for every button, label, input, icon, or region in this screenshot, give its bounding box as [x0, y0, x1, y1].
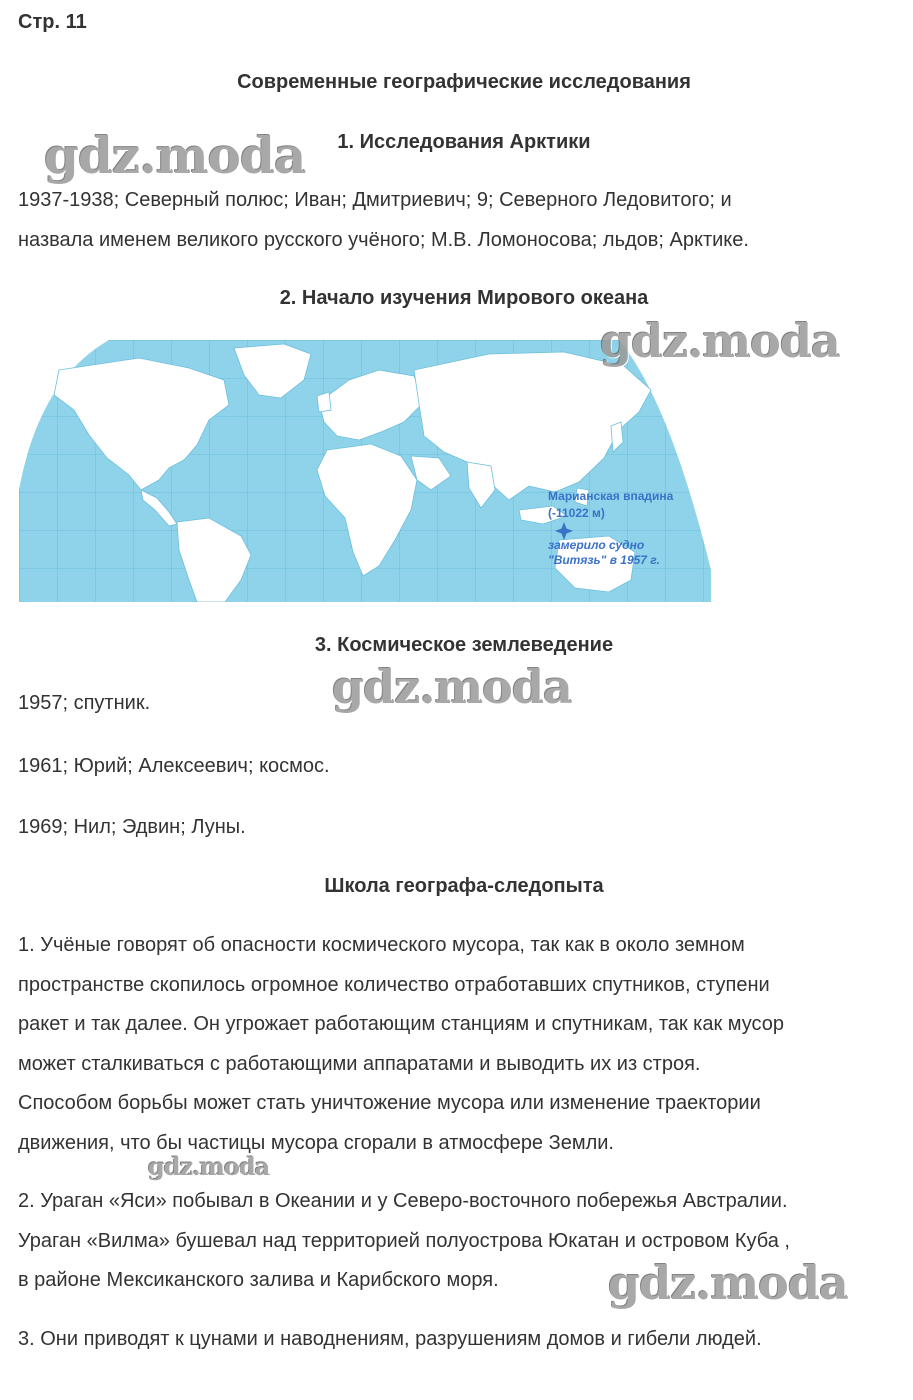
watermark: gdz.moda: [608, 1256, 848, 1310]
text-line: назвала именем великого русского учёного; М.В. Ломоносова; льдов; Арктике.: [18, 228, 749, 251]
page-title: Современные географические исследования: [237, 71, 691, 93]
text-line: ракет и так далее. Он угрожает работающим станциям и спутникам, так как мусор: [18, 1013, 785, 1035]
map-label-line: "Витязь" в 1957 г.: [548, 553, 660, 567]
text-line: 1937-1938; Северный полюс; Иван; Дмитриевич; 9; Северного Ледовитого; и: [18, 189, 732, 211]
watermark: gdz.moda: [148, 1152, 270, 1181]
text-line: движения, что бы частицы мусора сгорали в атмосфере Земли.: [18, 1131, 614, 1154]
map-label-line: Марианская впадина: [548, 489, 674, 503]
watermark: gdz.moda: [600, 314, 840, 368]
section-heading-space: 3. Космическое землеведение: [314, 634, 614, 656]
text-line: Ураган «Вилма» бушевал над территорией полуострова Юкатан и островом Куба ,: [18, 1229, 790, 1252]
space-line-1: 1957; спутник.: [18, 692, 151, 714]
arctic-answer: [18, 181, 903, 260]
section-heading-ocean: 2. Начало изучения Мирового океана: [279, 287, 649, 309]
text-line: может сталкиваться с работающими аппаратами и выводить их из строя.: [18, 1052, 701, 1075]
text-line: 1. Учёные говорят об опасности космического мусора, так как в около земном: [18, 934, 745, 956]
section-heading-arctic: 1. Исследования Арктики: [337, 131, 591, 153]
text-line: пространстве скопилось огромное количество отработавших спутников, ступени: [18, 973, 770, 996]
world-map: [19, 340, 711, 602]
space-line-3: 1969; Нил; Эдвин; Луны.: [18, 816, 246, 838]
text-line: 2. Ураган «Яси» побывал в Океании и у Северо-восточного побережья Австралии.: [18, 1190, 788, 1212]
space-line-2: 1961; Юрий; Алексеевич; космос.: [18, 755, 330, 777]
text-line: Способом борьбы может стать уничтожение мусора или изменение траектории: [18, 1092, 761, 1114]
map-label-line: замерило судно: [548, 538, 645, 552]
text-line: в районе Мексиканского залива и Карибского моря.: [18, 1269, 499, 1291]
section-heading-school: Школа географа-следопыта: [324, 875, 604, 897]
map-label-line: (-11022 м): [548, 506, 605, 520]
watermark: gdz.moda: [44, 126, 306, 185]
school-answer-3: 3. Они приводят к цунами и наводнениям, разрушениям домов и гибели людей.: [18, 1328, 762, 1350]
school-answer-1: [18, 926, 903, 1163]
page-number: Стр. 11: [18, 11, 87, 33]
watermark: gdz.moda: [332, 660, 572, 714]
